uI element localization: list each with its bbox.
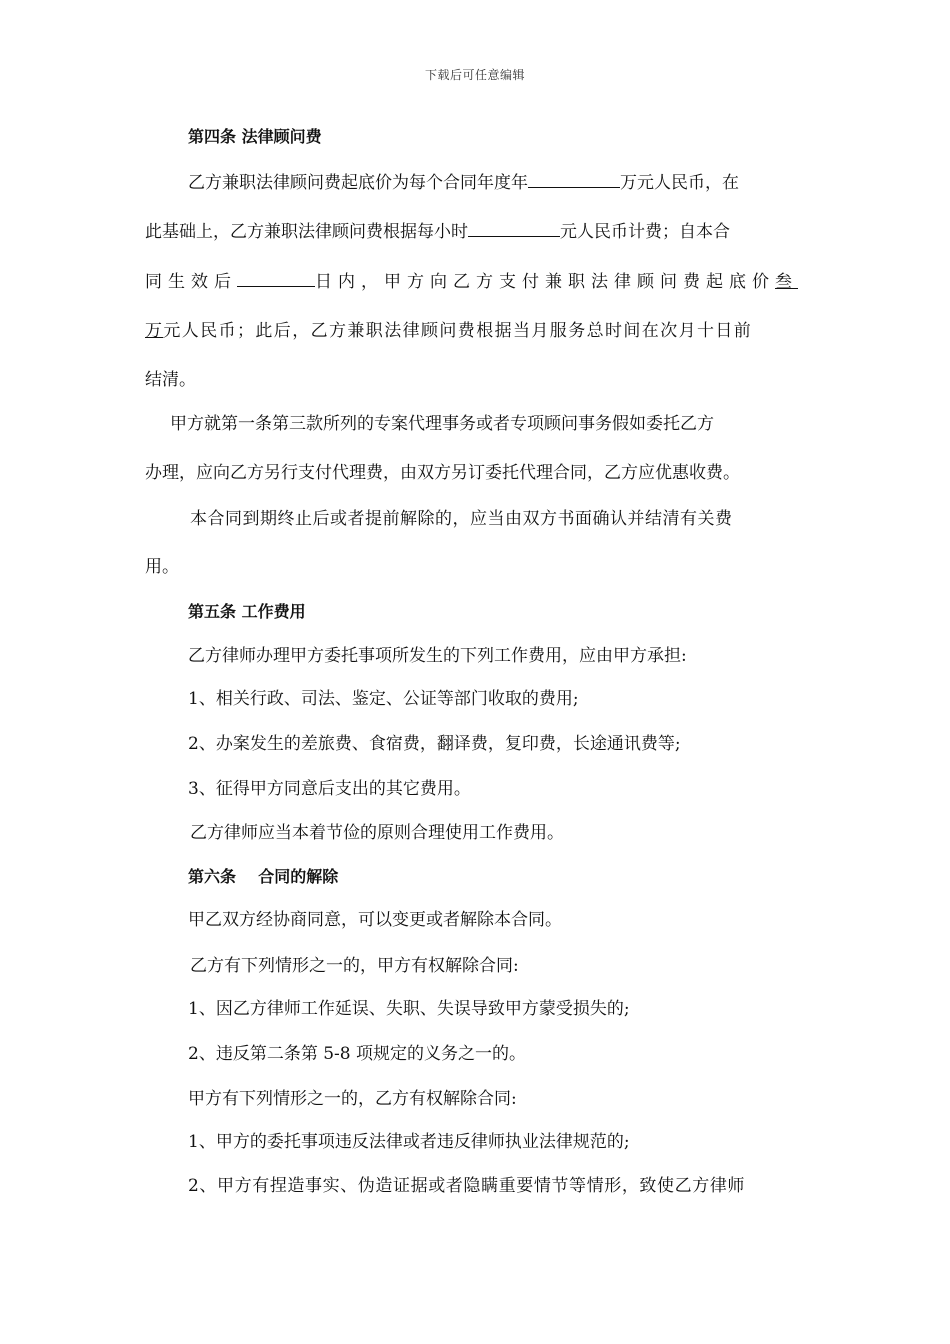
text-segment: 万元人民币，在 — [620, 173, 739, 193]
article4-p3-line2: 用。 — [145, 557, 179, 577]
page-header: 下载后可任意编辑 — [424, 68, 525, 82]
text-segment: 日内，甲方向乙方支付兼职法律顾问费起底价 — [315, 272, 775, 292]
article6-p2-item1: 1、因乙方律师工作延误、失职、失误导致甲方蒙受损失的; — [188, 999, 630, 1019]
fee-years-blank — [528, 171, 620, 188]
article4-p3-line1: 本合同到期终止后或者提前解除的，应当由双方书面确认并结清有关费 — [190, 509, 733, 529]
article4-title: 第四条 法律顾问费 — [188, 127, 322, 146]
article5-title: 第五条 工作费用 — [188, 602, 306, 621]
text-segment: 元人民币计费；自本合 — [560, 222, 730, 242]
article4-p2-line1: 甲方就第一条第三款所列的专案代理事务或者专项顾问事务假如委托乙方 — [170, 414, 714, 434]
hourly-rate-blank — [468, 220, 560, 237]
amount-underlined: 叁 — [775, 272, 798, 292]
article4-p1-line1 — [188, 171, 739, 194]
text-segment: 元人民币；此后，乙方兼职法律顾问费根据当月服务总时间在次月十日前 — [163, 321, 753, 341]
article4-p1-line5: 结清。 — [145, 370, 196, 390]
article5-item3: 3、征得甲方同意后支出的其它费用。 — [188, 779, 471, 799]
article4-p2-line2: 办理，应向乙方另行支付代理费，由双方另订委托代理合同，乙方应优惠收费。 — [145, 463, 740, 483]
article6-p2: 乙方有下列情形之一的，甲方有权解除合同: — [190, 956, 519, 976]
article6-p3-item2: 2、甲方有捏造事实、伪造证据或者隐瞒重要情节等情形，致使乙方律师 — [188, 1176, 746, 1196]
article4-p1-line4 — [145, 320, 752, 342]
text-segment: 此基础上，乙方兼职法律顾问费根据每小时 — [145, 222, 468, 242]
article5-closing: 乙方律师应当本着节俭的原则合理使用工作费用。 — [190, 823, 564, 843]
text-segment: 同生效后 — [145, 272, 237, 292]
article6-p3-item1: 1、甲方的委托事项违反法律或者违反律师执业法律规范的; — [188, 1132, 630, 1152]
article4-p1-line2 — [145, 220, 730, 243]
amount-underlined: 万 — [145, 321, 164, 341]
article6-title: 第六条 合同的解除 — [188, 867, 339, 886]
article5-item1: 1、相关行政、司法、鉴定、公证等部门收取的费用; — [188, 689, 579, 709]
article6-p1: 甲乙双方经协商同意，可以变更或者解除本合同。 — [188, 910, 562, 930]
article6-p3: 甲方有下列情形之一的，乙方有权解除合同: — [188, 1089, 517, 1109]
article6-p2-item2: 2、违反第二条第 5-8 项规定的义务之一的。 — [188, 1044, 526, 1064]
article4-p1-line3 — [145, 270, 798, 293]
article5-intro: 乙方律师办理甲方委托事项所发生的下列工作费用，应由甲方承担: — [188, 646, 687, 666]
article5-item2: 2、办案发生的差旅费、食宿费，翻译费，复印费，长途通讯费等; — [188, 734, 681, 754]
text-segment: 乙方兼职法律顾问费起底价为每个合同年度年 — [188, 173, 528, 193]
days-blank — [237, 270, 315, 287]
